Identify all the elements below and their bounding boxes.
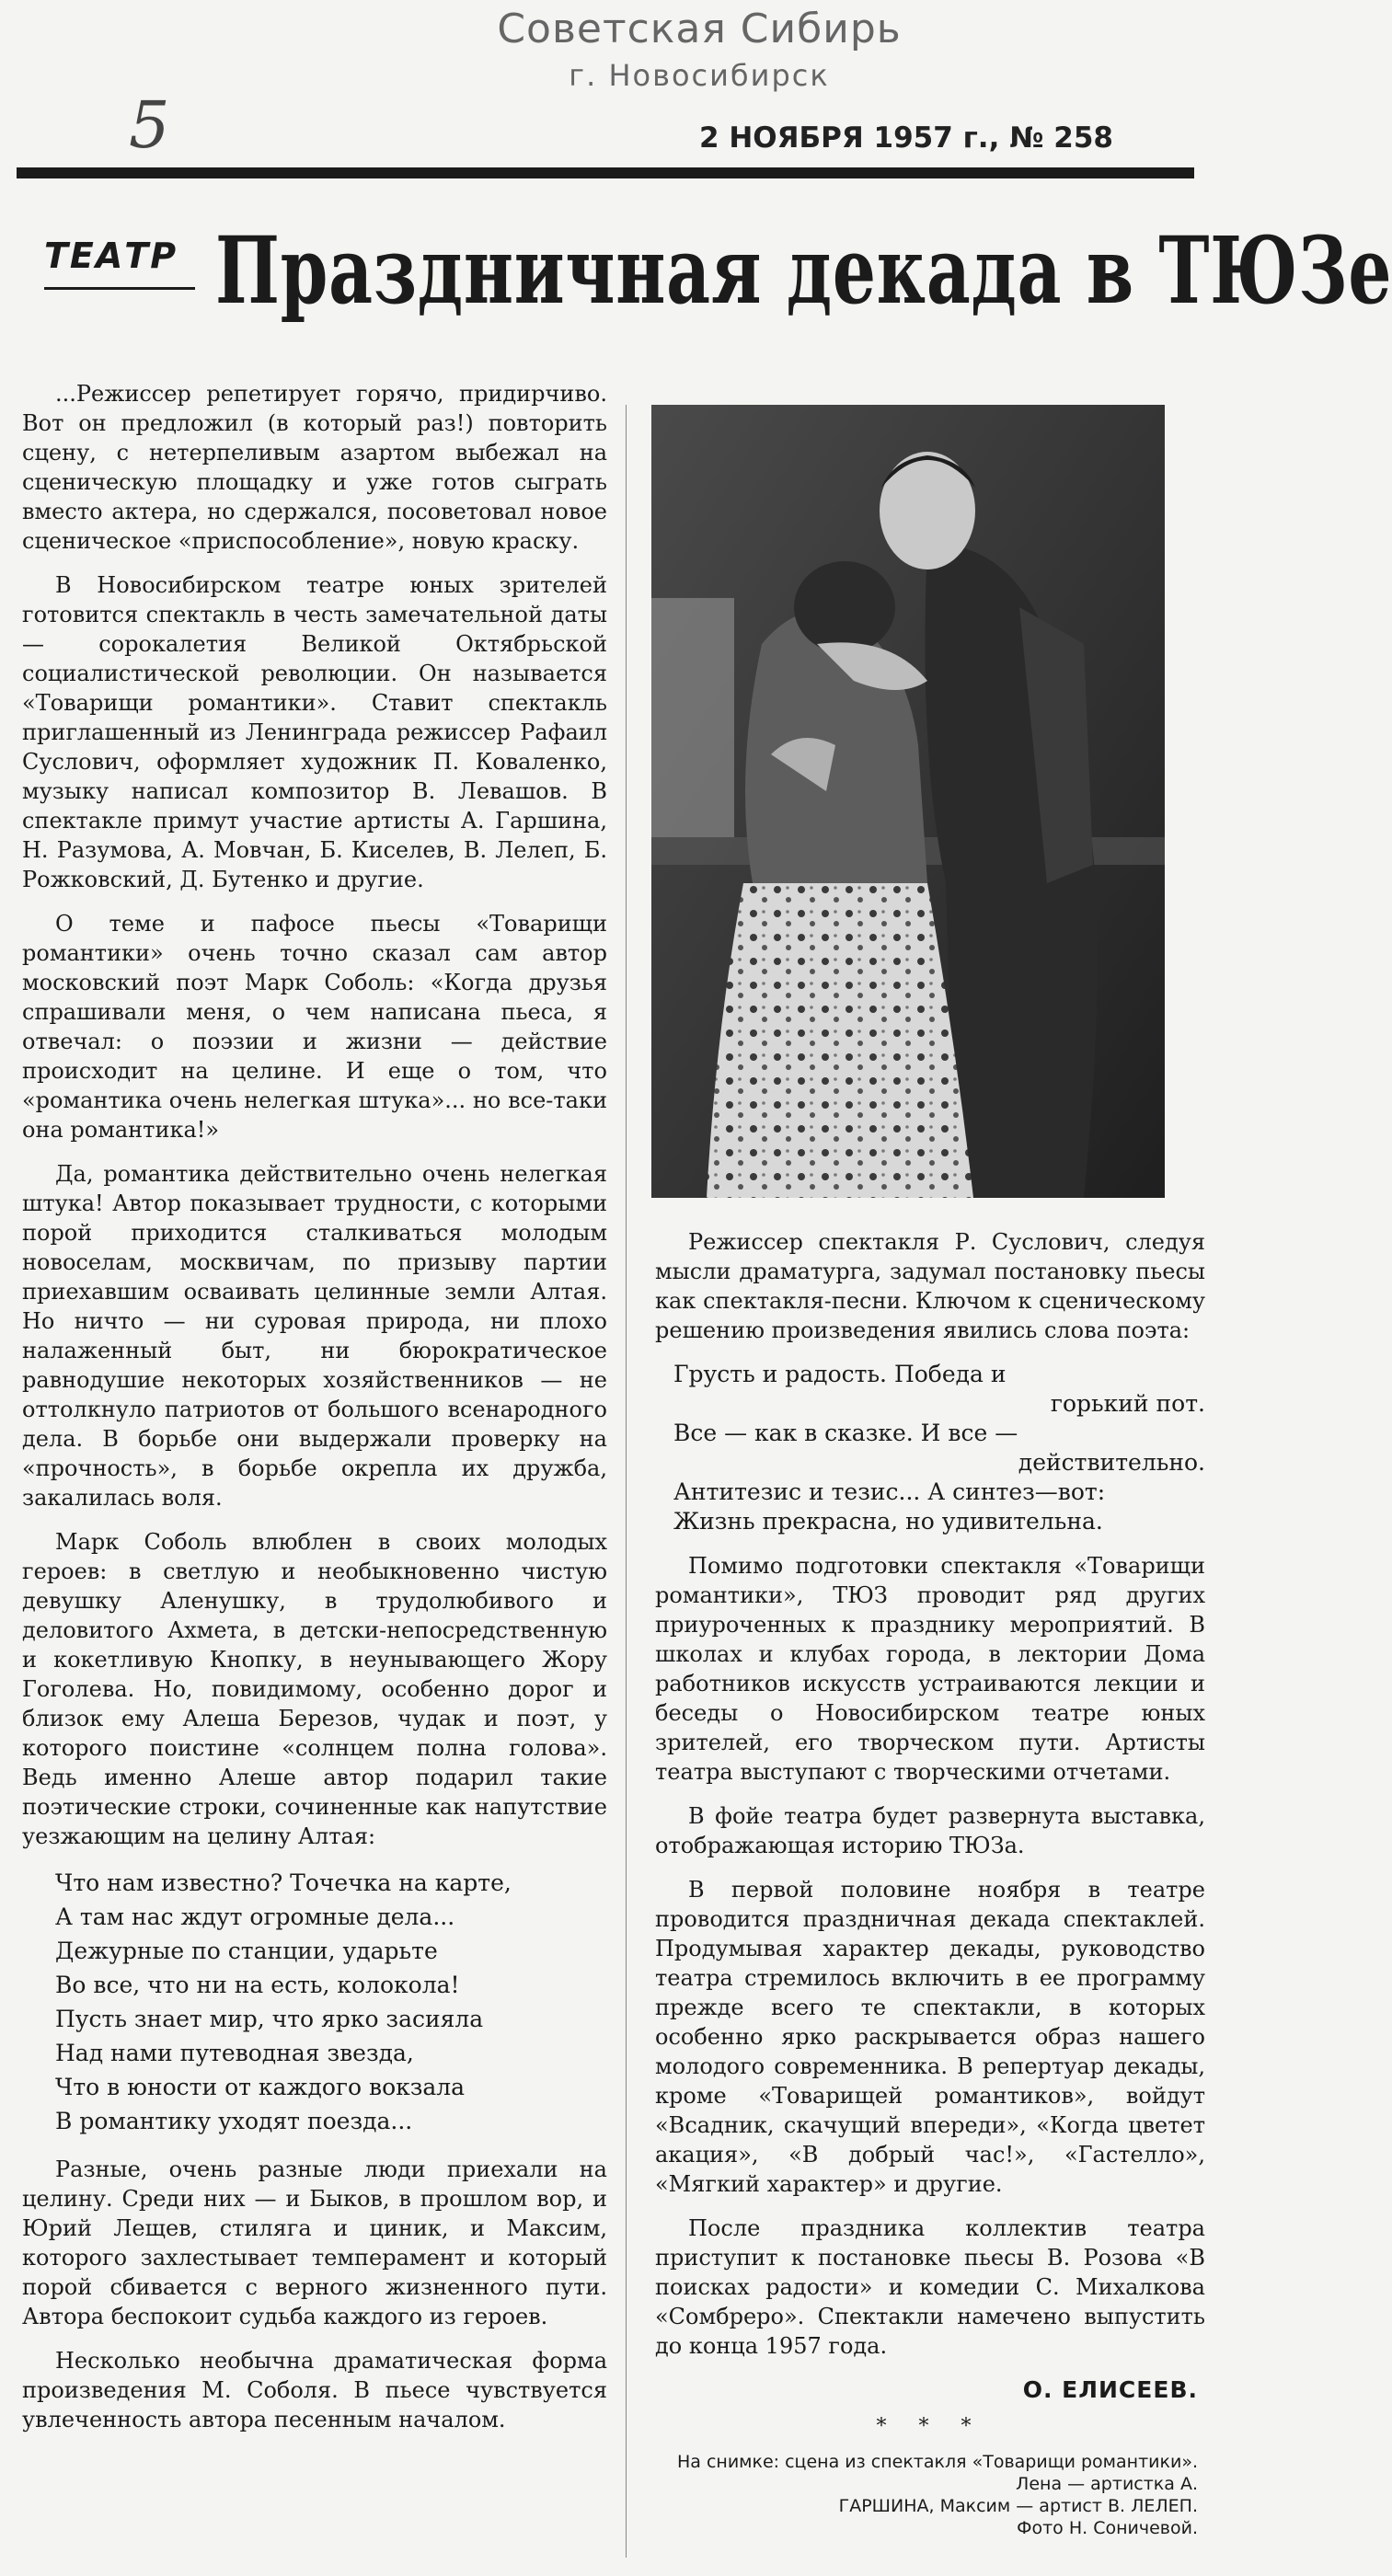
paragraph: О теме и пафосе пьесы «Товарищи романтики» очень точно сказал сам автор московский поэт Марк Соболь: «Когда друзья спрашивали меня, о чем написана пьеса, я отвечал: о поэзии и жизни — действие происходит на целине. И еще о том, что «романтика очень нелегкая штука»... но все-таки она романтика!» xyxy=(22,911,607,1143)
poem-line: Что нам известно? Точечка на карте, xyxy=(55,1869,512,1896)
poem-line: Грусть и радость. Победа и xyxy=(673,1361,1007,1387)
handwritten-mark: 5 xyxy=(129,87,170,163)
separator-stars: * * * xyxy=(876,2415,984,2438)
poem-line: Дежурные по станции, ударьте xyxy=(55,1938,438,1964)
rubric: ТЕАТР xyxy=(44,236,178,276)
newspaper-stamp xyxy=(478,6,920,93)
newspaper-city: г. Новосибирск xyxy=(569,58,830,93)
poem-left xyxy=(22,1866,607,2138)
poem-right xyxy=(655,1360,1205,1536)
paragraph: Разные, очень разные люди приехали на целину. Среди них — и Быков, в прошлом вор, и Юрий Лещев, стиляга и циник, и Максим, которого захлестывает темперамент и который порой сбивается с верного жизненного пути. Автора беспокоит судьба каждого из героев. xyxy=(22,2156,607,2329)
paragraph: Да, романтика действительно очень нелегкая штука! Автор показывает трудности, с которыми порой приходится сталкиваться молодым новоселам, москвичам, по призыву партии приехавшим осваивать целинные земли Алтая. Но ничто — ни суровая природа, ни плохо налаженный быт, ни бюрократическое равнодушие некоторых хозяйственников — не оттолкнуло патриотов от большого всенародного дела. В борьбе они выдержали проверку на «прочность», в борьбе окрепла их дружба, закалилась воля. xyxy=(22,1161,607,1511)
poem-line: Над нами путеводная звезда, xyxy=(55,2040,414,2066)
right-column xyxy=(655,1227,1205,2539)
caption-line: Фото Н. Соничевой. xyxy=(1017,2518,1198,2538)
issue-date: 2 НОЯБРЯ 1957 г., № 258 xyxy=(699,121,1113,155)
paragraph: После праздника коллектив театра приступит к постановке пьесы В. Розова «В поисках радости» и комедии С. Михалкова «Сомбреро». Спектакли намечено выпустить до конца 1957 года. xyxy=(655,2215,1205,2359)
poem-line: Что в юности от каждого вокзала xyxy=(55,2074,466,2100)
caption-line: ГАРШИНА, Максим — артист В. ЛЕЛЕП. xyxy=(838,2496,1198,2516)
poem-line: В романтику уходят поезда... xyxy=(55,2108,413,2134)
paragraph: В Новосибирском театре юных зрителей готовится спектакль в честь замечательной даты — сорокалетия Великой Октябрьской социалистической революции. Он называется «Товарищи романтики». Ставит спектакль приглашенный из Ленинграда режиссер Рафаил Суслович, оформляет художник П. Коваленко, музыку написал композитор В. Левашов. В спектакле примут участие артисты А. Гаршина, Н. Разумова, А. Мовчан, Б. Киселев, В. Лелеп, Б. Рожковский, Д. Бутенко и другие. xyxy=(22,572,607,892)
headline: Праздничная декада в ТЮЗе xyxy=(215,216,1392,325)
column-divider xyxy=(626,405,627,2558)
paragraph: ...Режиссер репетирует горячо, придирчиво. Вот он предложил (в который раз!) повторить сцену, с нетерпеливым азартом выбежал на сценическую площадку и уже готов сыграть вместо актера, но сдержался, посоветовал новое сценическое «приспособление», новую краску. xyxy=(22,381,607,554)
poem-line: А там нас ждут огромные дела... xyxy=(55,1903,455,1930)
caption-line: На снимке: сцена из спектакля «Товарищи романтики». Лена — артистка А. xyxy=(676,2452,1198,2494)
theatre-photo xyxy=(651,405,1165,1198)
poem-line: Жизнь прекрасна, но удивительна. xyxy=(673,1508,1103,1535)
poem-line: Во все, что ни на есть, колокола! xyxy=(55,1972,460,1998)
paragraph: Помимо подготовки спектакля «Товарищи романтики», ТЮЗ проводит ряд других приуроченных к празднику мероприятий. В школах и клубах города, в лектории Дома работников искусств устраиваются лекции и беседы о Новосибирском театре юных зрителей, его творческом пути. Артисты театра выступают с творческими отчетами. xyxy=(655,1553,1205,1785)
poem-line: действительно. xyxy=(1018,1449,1205,1476)
photo-caption xyxy=(655,2451,1205,2539)
paragraph: В фойе театра будет развернута выставка, отображающая историю ТЮЗа. xyxy=(655,1803,1205,1858)
photo-illustration xyxy=(651,405,1165,1198)
poem-line: Пусть знает мир, что ярко засияла xyxy=(55,2006,484,2032)
poem-line: Все — как в сказке. И все — xyxy=(673,1420,1018,1446)
newspaper-name: Советская Сибирь xyxy=(497,6,902,52)
paragraph: Марк Соболь влюблен в своих молодых героев: в светлую и необыкновенно чистую девушку Аленушку, в трудолюбивого и деловитого Ахмета, в детски-непосредственную и кокетливую Кнопку, в неунывающего Жору Гоголева. Но, повидимому, особенно дорог и близок ему Алеша Березов, чудак и поэт, у которого поистине «солнцем полна голова». Ведь именно Алеше автор подарил такие поэтические строки, сочиненные как напутствие уезжающим на целину Алтая: xyxy=(22,1529,607,1849)
rubric-underline xyxy=(44,287,195,290)
poem-line: Антитезис и тезис... А синтез—вот: xyxy=(673,1478,1106,1505)
header-rule xyxy=(17,167,1194,178)
paragraph: Несколько необычна драматическая форма произведения М. Соболя. В пьесе чувствуется увлеченность автора песенным началом. xyxy=(22,2348,607,2432)
paragraph: В первой половине ноября в театре проводится праздничная декада спектаклей. Продумывая характер декады, руководство театра стремилось включить в ее программу прежде всего те спектакли, в которых особенно ярко раскрывается образ нашего молодого современника. В репертуар декады, кроме «Товарищей романтиков», войдут «Всадник, скачущий впереди», «Когда цветет акация», «В добрый час!», «Гастелло», «Мягкий характер» и другие. xyxy=(655,1877,1205,2197)
author-signature: О. ЕЛИСЕЕВ. xyxy=(1022,2376,1198,2403)
paragraph: Режиссер спектакля Р. Суслович, следуя мысли драматурга, задумал постановку пьесы как спектакля-песни. Ключом к сценическому решению произведения явились слова поэта: xyxy=(655,1229,1205,1343)
left-column xyxy=(22,379,607,2449)
poem-line: горький пот. xyxy=(1050,1390,1205,1417)
